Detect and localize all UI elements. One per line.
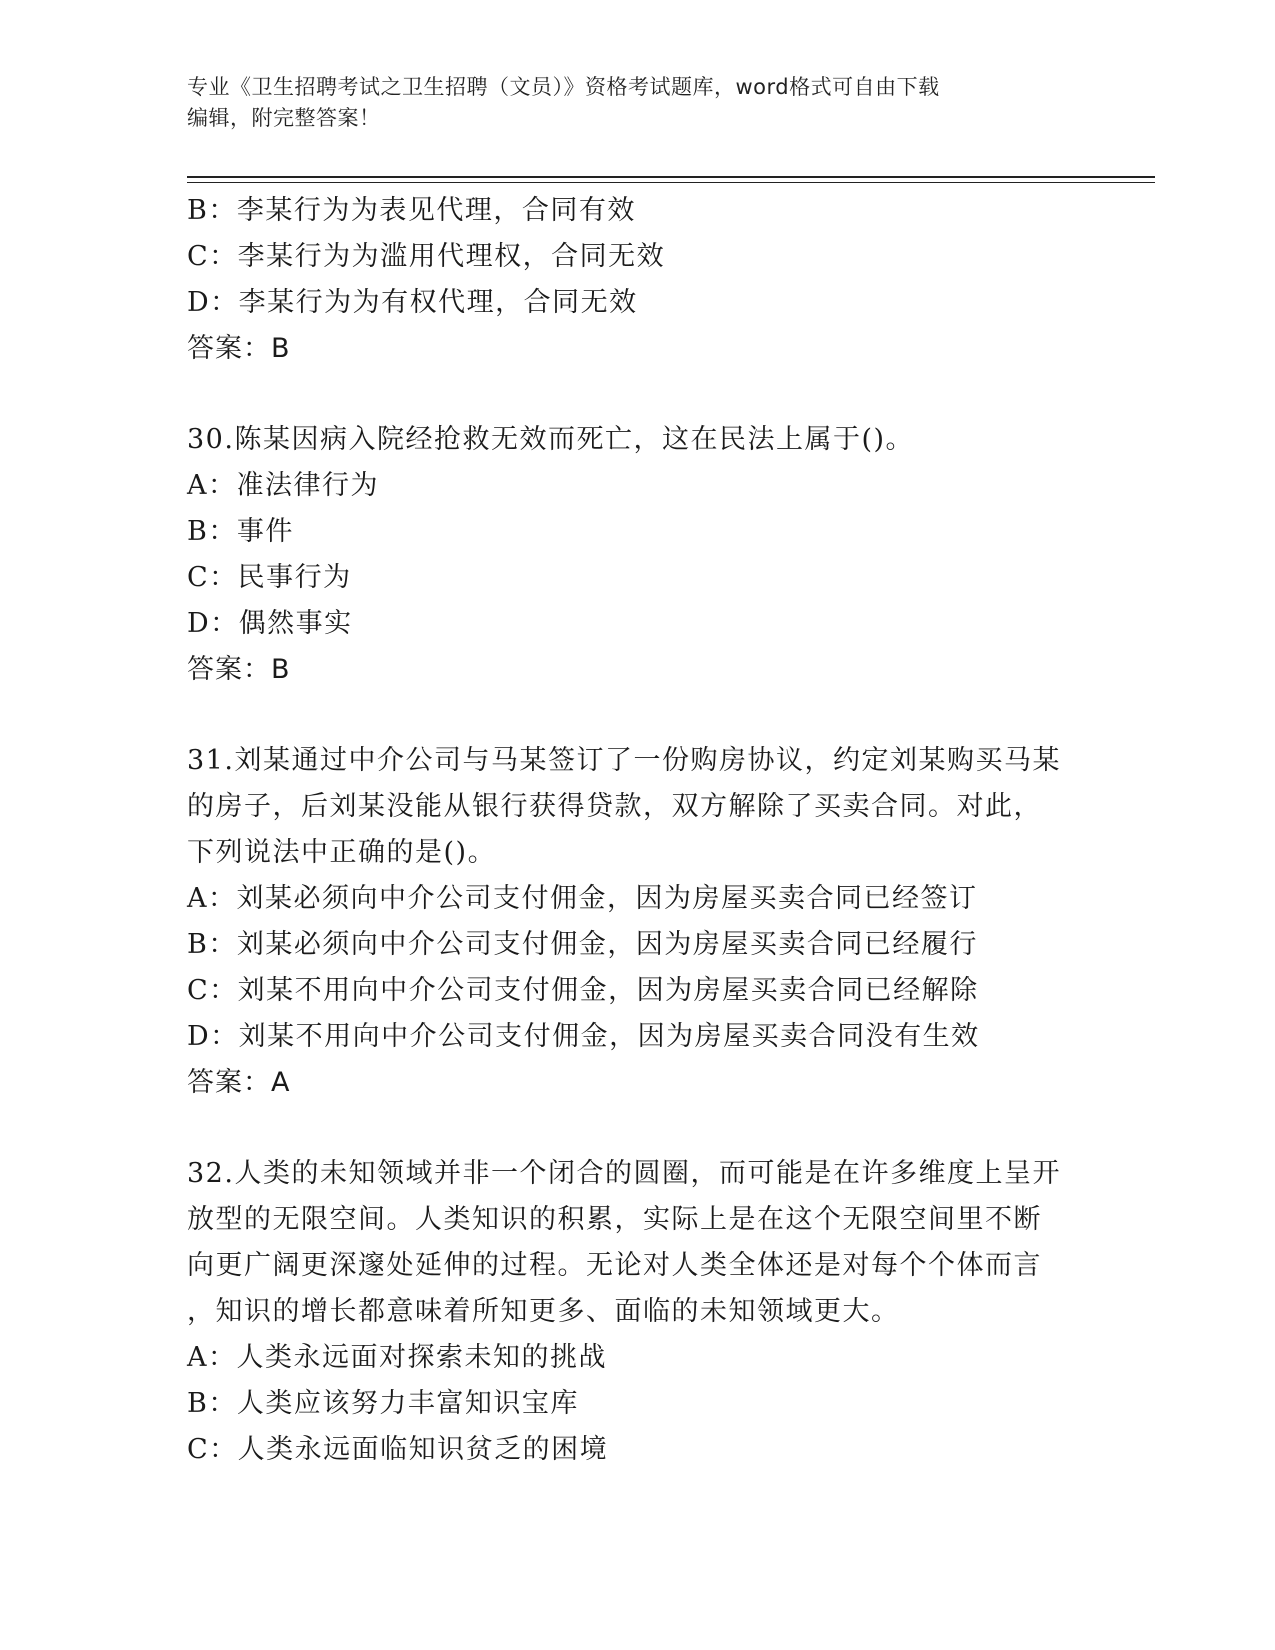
question-29 — [187, 188, 1087, 372]
answer: 答案：B — [187, 333, 291, 364]
option-b: B：刘某必须向中介公司支付佣金，因为房屋买卖合同已经履行 — [187, 929, 978, 960]
option-d: D：刘某不用向中介公司支付佣金，因为房屋买卖合同没有生效 — [187, 1021, 980, 1052]
option-b: B：事件 — [187, 516, 294, 547]
option-d: D：偶然事实 — [187, 608, 353, 639]
answer: 答案：B — [187, 654, 291, 685]
option-c: C：民事行为 — [187, 562, 352, 593]
question-stem-line-3: 向更广阔更深邃处延伸的过程。无论对人类全体还是对每个个体而言 — [187, 1250, 1042, 1281]
header-divider-thick — [187, 176, 1155, 178]
question-stem: 30.陈某因病入院经抢救无效而死亡，这在民法上属于()。 — [187, 424, 915, 455]
option-a: A：刘某必须向中介公司支付佣金，因为房屋买卖合同已经签订 — [187, 883, 978, 914]
option-a: A：准法律行为 — [187, 470, 379, 501]
question-stem-line-4: ，知识的增长都意味着所知更多、面临的未知领域更大。 — [187, 1296, 900, 1327]
header-divider-thin — [187, 182, 1155, 183]
question-list — [187, 188, 1087, 1473]
header-line-2: 编辑，附完整答案！ — [187, 106, 381, 130]
question-stem-line-2: 的房子，后刘某没能从银行获得贷款，双方解除了买卖合同。对此， — [187, 791, 1042, 822]
spacer — [187, 372, 1087, 417]
question-32 — [187, 1151, 1087, 1473]
page-header — [187, 72, 1087, 134]
question-stem-line-1: 32.人类的未知领域并非一个闭合的圆圈，而可能是在许多维度上呈开 — [187, 1158, 1061, 1189]
option-d: D：李某行为为有权代理，合同无效 — [187, 287, 638, 318]
question-31 — [187, 738, 1087, 1106]
option-b: B：李某行为为表见代理，合同有效 — [187, 195, 636, 226]
option-b: B：人类应该努力丰富知识宝库 — [187, 1388, 579, 1419]
question-stem-line-1: 31.刘某通过中介公司与马某签订了一份购房协议，约定刘某购买马某 — [187, 745, 1061, 776]
question-stem-line-3: 下列说法中正确的是()。 — [187, 837, 497, 868]
option-c: C：李某行为为滥用代理权，合同无效 — [187, 241, 666, 272]
spacer — [187, 693, 1087, 738]
header-line-1: 专业《卫生招聘考试之卫生招聘（文员）》资格考试题库，word格式可自由下载 — [187, 75, 940, 99]
question-stem-line-2: 放型的无限空间。人类知识的积累，实际上是在这个无限空间里不断 — [187, 1204, 1042, 1235]
answer: 答案：A — [187, 1067, 291, 1098]
option-c: C：人类永远面临知识贫乏的困境 — [187, 1434, 609, 1465]
spacer — [187, 1106, 1087, 1151]
question-30 — [187, 417, 1087, 693]
option-c: C：刘某不用向中介公司支付佣金，因为房屋买卖合同已经解除 — [187, 975, 979, 1006]
option-a: A：人类永远面对探索未知的挑战 — [187, 1342, 607, 1373]
